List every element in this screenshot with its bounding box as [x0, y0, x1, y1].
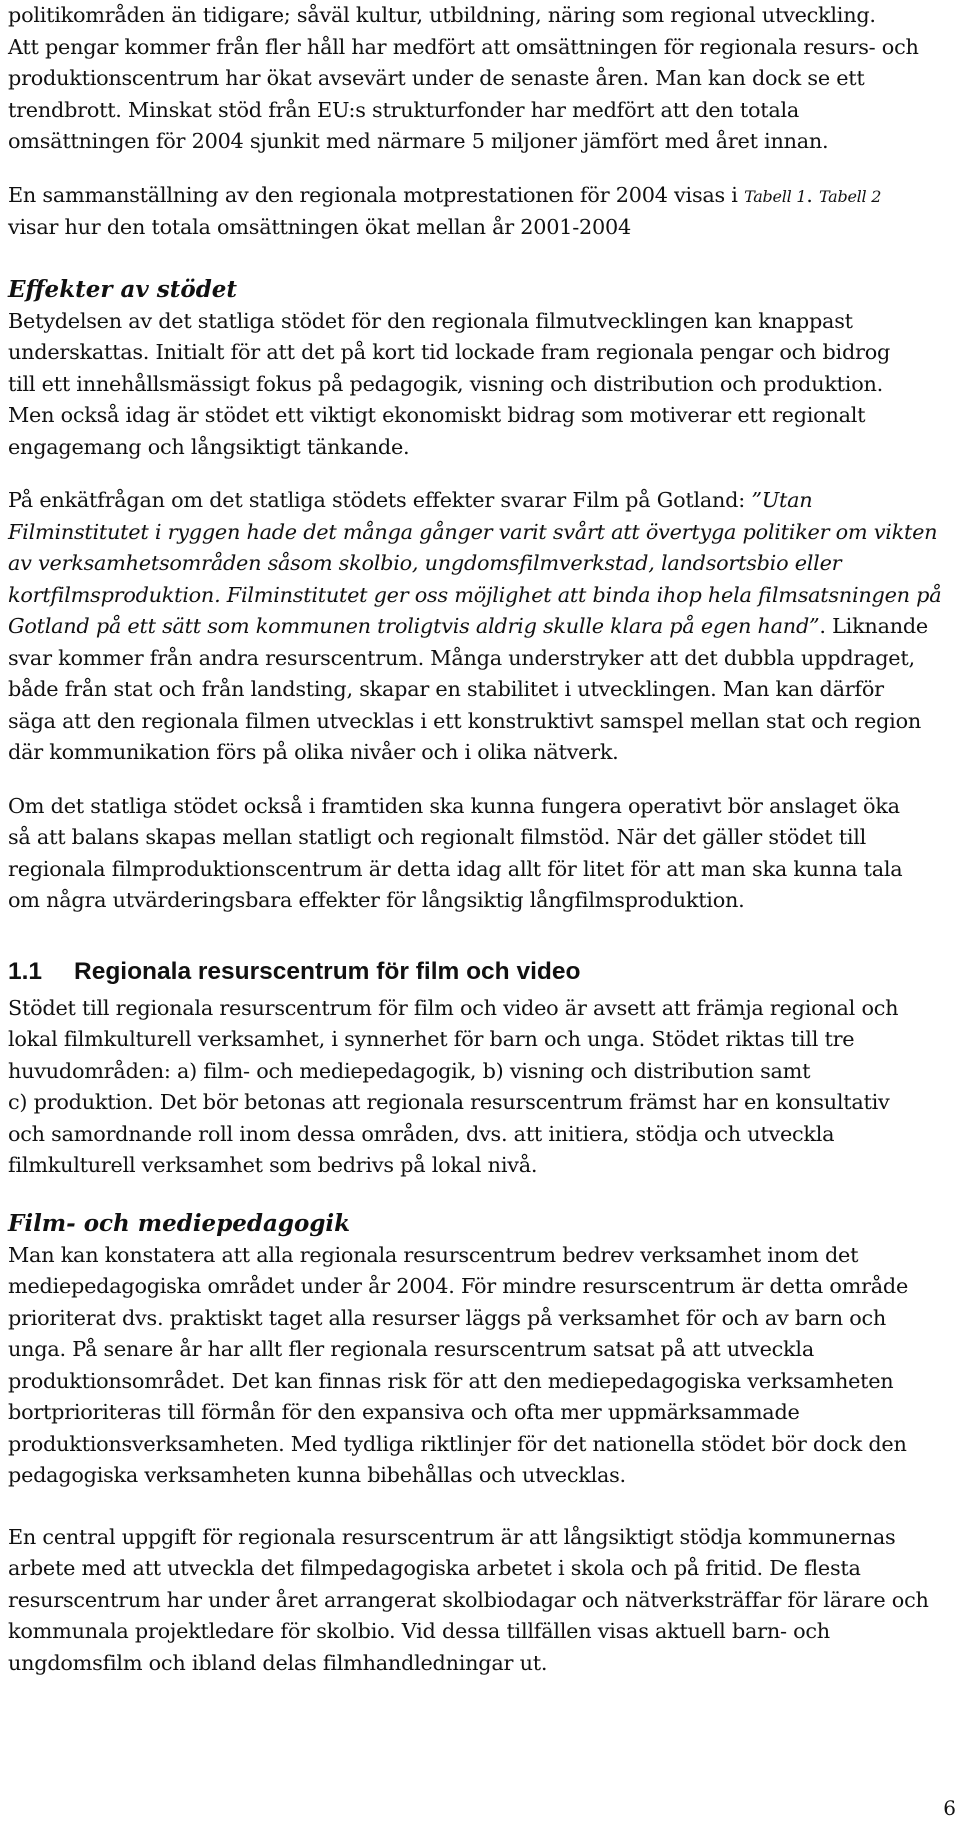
- text-line: [8, 485, 952, 517]
- text-line: mediepedagogiska området under år 2004. För mindre resurscentrum är detta område: [8, 1274, 909, 1298]
- text-line: och samordnande roll inom dessa områden, dvs. att initiera, stödja och utveckla: [8, 1121, 835, 1146]
- text-line: Att pengar kommer från fler håll har medfört att omsättningen för regionala resurs- och: [8, 34, 919, 59]
- text-line: produktionsområdet. Det kan finnas risk för att den mediepedagogiska verksamheten: [8, 1368, 894, 1393]
- text-line: visar hur den totala omsättningen ökat mellan år 2001-2004: [8, 215, 631, 239]
- section-heading: [8, 955, 952, 989]
- section-number: 1.1: [8, 957, 43, 985]
- text-line: huvudområden: a) film- och mediepedagogik, b) visning och distribution samt: [8, 1058, 811, 1083]
- text-run: .: [806, 182, 819, 207]
- paragraph-resurscentrum: [8, 993, 952, 1182]
- text-line: om några utvärderingsbara effekter för långsiktig långfilmsproduktion.: [8, 888, 745, 912]
- text-line: regionala filmproduktionscentrum är detta idag allt för litet för att man ska kunna tala: [8, 856, 903, 881]
- text-run: . Liknande: [819, 614, 928, 638]
- paragraph-gotland-quote: [8, 485, 952, 769]
- table-2-reference: Tabell 2: [818, 186, 882, 206]
- table-1-reference: Tabell 1: [744, 186, 807, 206]
- text-line: Stödet till regionala resurscentrum för film och video är avsett att främja regional och: [8, 995, 899, 1020]
- text-line: så att balans skapas mellan statligt och regionalt filmstöd. När det gäller stödet till: [8, 825, 867, 849]
- text-line: [8, 611, 952, 643]
- text-line: filmkulturell verksamhet som bedrivs på lokal nivå.: [8, 1153, 538, 1177]
- paragraph-skolbio: [8, 1522, 952, 1680]
- text-line: En central uppgift för regionala resurscentrum är att långsiktigt stödja kommunernas: [8, 1524, 896, 1549]
- text-line: produktionscentrum har ökat avsevärt under de senaste åren. Man kan dock se ett: [8, 66, 865, 90]
- text-line: c) produktion. Det bör betonas att regionala resurscentrum främst har en konsultativ: [8, 1090, 890, 1114]
- text-line: lokal filmkulturell verksamhet, i synnerhet för barn och unga. Stödet riktas till tre: [8, 1027, 855, 1051]
- heading-effekter: Effekter av stödet: [8, 275, 238, 303]
- section-title: Regionala resurscentrum för film och video: [74, 957, 581, 985]
- text-line: [8, 180, 952, 213]
- paragraph-future-funding: [8, 791, 952, 917]
- quote-text: Gotland på ett sätt som kommunen troligtvis aldrig skulle klara på egen hand”: [8, 614, 820, 638]
- quote-text: ”Utan: [751, 488, 813, 512]
- text-line: Man kan konstatera att alla regionala resurscentrum bedrev verksamhet inom det: [8, 1242, 859, 1267]
- quote-line: kortfilmsproduktion. Filminstitutet ger oss möjlighet att binda ihop hela filmsatsningen på: [8, 582, 942, 607]
- text-line: unga. På senare år har allt fler regionala resurscentrum satsat på att utveckla: [8, 1337, 814, 1361]
- text-line: trendbrott. Minskat stöd från EU:s strukturfonder har medfört att den totala: [8, 97, 800, 122]
- quote-line: Filminstitutet i ryggen hade det många gånger varit svårt att övertyga politiker om vikten: [8, 519, 938, 544]
- text-line: underskattas. Initialt för att det på kort tid lockade fram regionala pengar och bidrog: [8, 340, 891, 364]
- text-line: kommunala projektledare för skolbio. Vid dessa tillfällen visas aktuell barn- och: [8, 1619, 830, 1643]
- document-page: [8, 0, 952, 1679]
- text-line: både från stat och från landsting, skapar en stabilitet i utvecklingen. Man kan därför: [8, 677, 884, 701]
- text-line: svar kommer från andra resurscentrum. Många understryker att det dubbla uppdraget,: [8, 645, 915, 670]
- text-line: omsättningen för 2004 sjunkit med närmare 5 miljoner jämfört med året innan.: [8, 129, 829, 153]
- text-line: pedagogiska verksamheten kunna bibehållas och utvecklas.: [8, 1463, 626, 1487]
- paragraph-mediepedagogik: [8, 1240, 952, 1492]
- text-line: ungdomsfilm och ibland delas filmhandledningar ut.: [8, 1650, 548, 1675]
- text-line: arbete med att utveckla det filmpedagogiska arbetet i skola och på fritid. De flesta: [8, 1556, 861, 1580]
- page-number: 6: [943, 1796, 956, 1820]
- text-line: produktionsverksamheten. Med tydliga riktlinjer för det nationella stödet bör dock den: [8, 1431, 907, 1456]
- text-run: På enkätfrågan om det statliga stödets effekter svarar Film på Gotland:: [8, 488, 752, 512]
- text-line: prioriterat dvs. praktiskt taget alla resurser läggs på verksamhet för och av barn och: [8, 1305, 887, 1330]
- text-line: politikområden än tidigare; såväl kultur, utbildning, näring som regional utveckling.: [8, 3, 876, 27]
- text-line: engagemang och långsiktigt tänkande.: [8, 434, 410, 459]
- text-line: bortprioriteras till förmån för den expansiva och ofta mer uppmärksammade: [8, 1400, 800, 1424]
- text-line: Om det statliga stödet också i framtiden ska kunna fungera operativt bör anslaget öka: [8, 793, 900, 818]
- paragraph-revenue-trend: [8, 0, 952, 158]
- heading-film-mediepedagogik: Film- och mediepedagogik: [8, 1209, 351, 1237]
- text-line: Men också idag är stödet ett viktigt ekonomiskt bidrag som motiverar ett regionalt: [8, 403, 866, 427]
- text-line: säga att den regionala filmen utvecklas i ett konstruktivt samspel mellan stat och region: [8, 708, 921, 733]
- text-line: resurscentrum har under året arrangerat skolbiodagar och nätverksträffar för lärare och: [8, 1587, 929, 1612]
- text-line: till ett innehållsmässigt fokus på pedagogik, visning och distribution och produktion.: [8, 371, 883, 396]
- paragraph-table-reference: [8, 180, 952, 244]
- paragraph-effekter: [8, 306, 952, 464]
- text-line: där kommunikation förs på olika nivåer och i olika nätverk.: [8, 740, 619, 764]
- quote-line: av verksamhetsområden såsom skolbio, ungdomsfilmverkstad, landsortsbio eller: [8, 551, 842, 575]
- text-line: Betydelsen av det statliga stödet för den regionala filmutvecklingen kan knappast: [8, 308, 853, 333]
- text-run: En sammanställning av den regionala motprestationen för 2004 visas i: [8, 182, 745, 207]
